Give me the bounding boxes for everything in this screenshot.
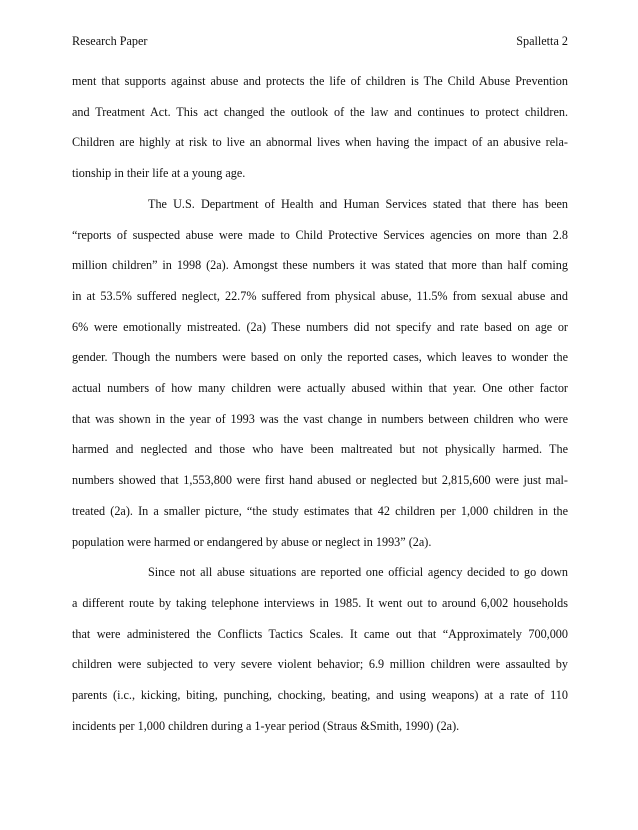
text-line: ment that supports against abuse and protects the life of children is The Child Abuse Prevention — [72, 74, 568, 88]
text-line: gender. Though the numbers were based on only the reported cases, which leaves to wonder the — [72, 350, 568, 365]
text-line: incidents per 1,000 children during a 1-year period (Straus &Smith, 1990) (2a). — [72, 718, 460, 733]
text-line: harmed and neglected and those who have been maltreated but not physically harmed. The — [72, 442, 568, 457]
text-line: treated (2a). In a smaller picture, “the study estimates that 42 children per 1,000 children in the — [72, 503, 568, 518]
text-line: population were harmed or endangered by abuse or neglect in 1993” (2a). — [72, 534, 432, 549]
text-line: The U.S. Department of Health and Human Services stated that there has been — [148, 196, 568, 211]
text-line: actual numbers of how many children were actually abused within that year. One other factor — [72, 381, 568, 395]
text-line: numbers showed that 1,553,800 were first hand abused or neglected but 2,815,600 were just mal- — [72, 473, 568, 488]
text-line: children were subjected to very severe violent behavior; 6.9 million children were assaulted by — [72, 657, 568, 672]
header-page-number: Spalletta 2 — [516, 34, 568, 48]
text-line: a different route by taking telephone interviews in 1985. It went out to around 6,002 households — [72, 595, 568, 610]
text-line: in at 53.5% suffered neglect, 22.7% suffered from physical abuse, 11.5% from sexual abuse and — [72, 288, 568, 303]
text-line: 6% were emotionally mistreated. (2a) These numbers did not specify and rate based on age or — [72, 319, 568, 334]
text-line: Since not all abuse situations are reported one official agency decided to go down — [148, 565, 568, 580]
header-title: Research Paper — [72, 34, 148, 48]
text-line: and Treatment Act. This act changed the outlook of the law and continues to protect children. — [72, 104, 568, 119]
text-line: parents (i.c., kicking, biting, punching, chocking, beating, and using weapons) at a rate of 110 — [72, 688, 568, 702]
text-line: that were administered the Conflicts Tactics Scales. It came out that “Approximately 700,000 — [72, 626, 568, 641]
text-line: tionship in their life at a young age. — [72, 166, 246, 181]
text-line: Children are highly at risk to live an abnormal lives when having the impact of an abusive rela- — [72, 135, 568, 150]
text-line: that was shown in the year of 1993 was the vast change in numbers between children who were — [72, 411, 568, 426]
text-line: million children” in 1998 (2a). Amongst these numbers it was stated that more than half coming — [72, 258, 568, 273]
text-line: “reports of suspected abuse were made to Child Protective Services agencies on more than 2.8 — [72, 227, 568, 242]
